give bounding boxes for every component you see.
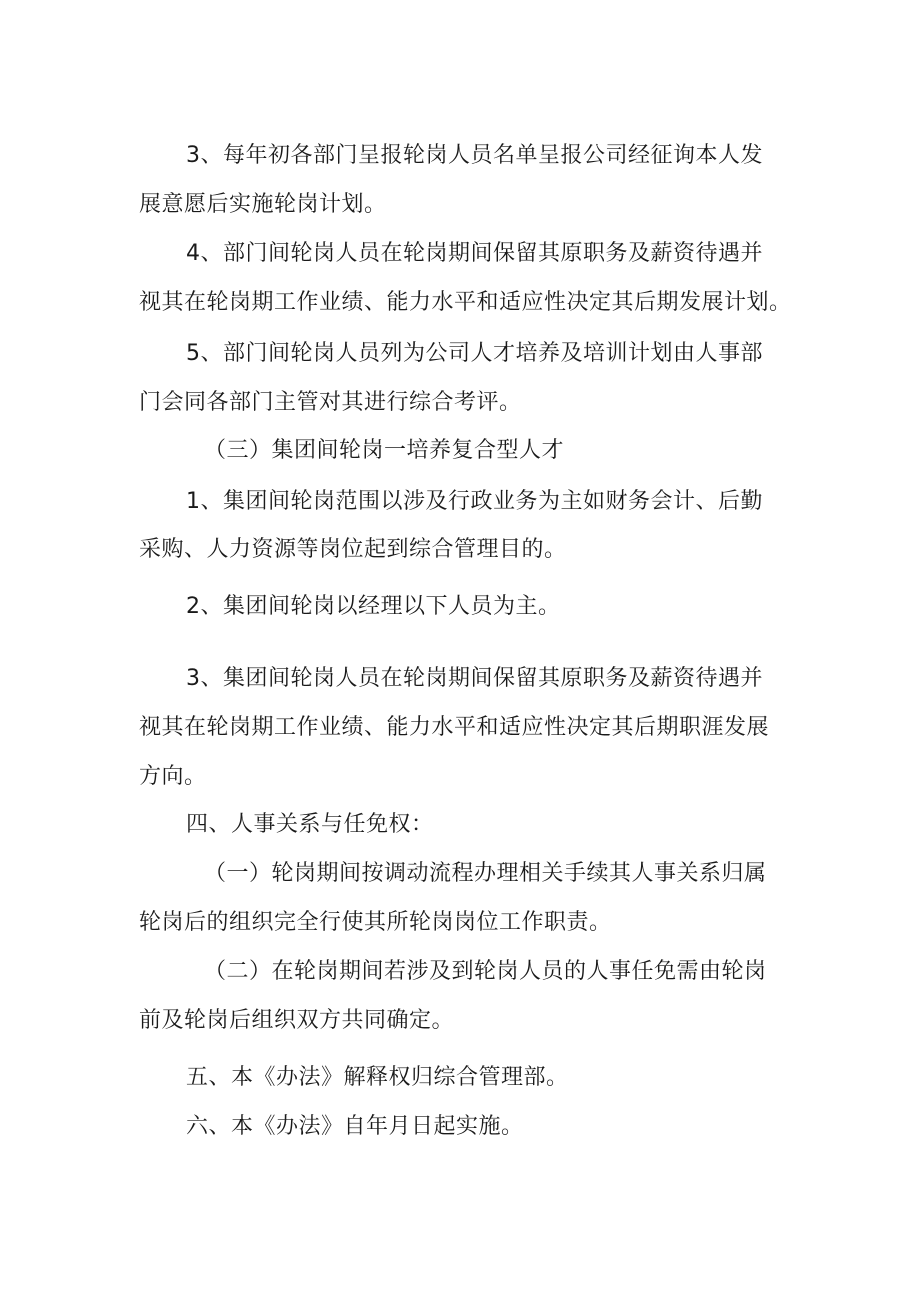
paragraph-4-line-1: 4、部门间轮岗人员在轮岗期间保留其原职务及薪资待遇并 (186, 241, 763, 266)
section-heading-4: 四、人事关系与任免权： (186, 812, 434, 837)
section-heading-3: （三）集团间轮岗一培养复合型人才 (204, 438, 565, 463)
group-paragraph-3-line-2: 视其在轮岗期工作业绩、能力水平和适应性决定其后期职涯发展 (139, 715, 770, 740)
group-paragraph-3-line-3: 方向。 (139, 764, 207, 789)
personnel-paragraph-2-line-1: （二）在轮岗期间若涉及到轮岗人员的人事任免需由轮岗 (204, 959, 767, 984)
personnel-paragraph-1-line-1: （一）轮岗期间按调动流程办理相关手续其人事关系归属 (204, 861, 767, 886)
personnel-paragraph-1-line-2: 轮岗后的组织完全行使其所轮岗岗位工作职责。 (139, 910, 612, 935)
paragraph-5-line-2: 门会同各部门主管对其进行综合考评。 (139, 390, 522, 415)
group-paragraph-1-line-1: 1、集团间轮岗范围以涉及行政业务为主如财务会计、后勤 (186, 489, 763, 514)
paragraph-3-line-2: 展意愿后实施轮岗计划。 (139, 192, 387, 217)
section-heading-6: 六、本《办法》自年月日起实施。 (186, 1114, 524, 1139)
personnel-paragraph-2-line-2: 前及轮岗后组织双方共同确定。 (139, 1008, 455, 1033)
paragraph-3-line-1: 3、每年初各部门呈报轮岗人员名单呈报公司经征询本人发 (186, 143, 763, 168)
group-paragraph-2: 2、集团间轮岗以经理以下人员为主。 (186, 594, 561, 619)
group-paragraph-3-line-1: 3、集团间轮岗人员在轮岗期间保留其原职务及薪资待遇并 (186, 666, 763, 691)
paragraph-5-line-1: 5、部门间轮岗人员列为公司人才培养及培训计划由人事部 (186, 341, 763, 366)
section-heading-5: 五、本《办法》解释权归综合管理部。 (186, 1065, 569, 1090)
group-paragraph-1-line-2: 采购、人力资源等岗位起到综合管理目的。 (139, 537, 567, 562)
paragraph-4-line-2: 视其在轮岗期工作业绩、能力水平和适应性决定其后期发展计划。 (139, 290, 792, 315)
